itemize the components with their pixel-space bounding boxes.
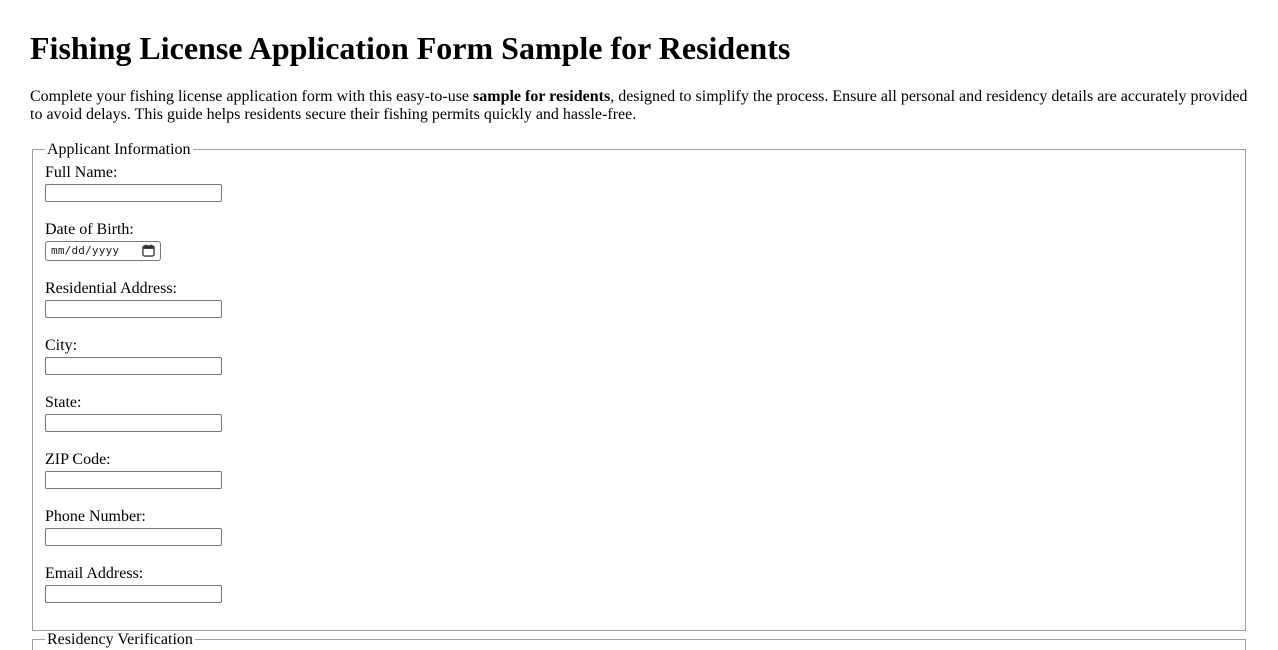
residency-verification-section xyxy=(32,631,1246,650)
residential-address-label: Residential Address: xyxy=(45,279,177,297)
date-of-birth-label: Date of Birth: xyxy=(45,220,134,238)
intro-text-before: Complete your fishing license application form with this easy-to-use xyxy=(30,87,474,105)
page xyxy=(30,30,1248,650)
field-phone-number xyxy=(45,508,1233,546)
residency-verification-legend: Residency Verification xyxy=(47,630,193,648)
calendar-icon[interactable] xyxy=(142,244,155,257)
city-input[interactable] xyxy=(45,357,222,375)
intro-paragraph xyxy=(30,88,1248,125)
applicant-information-section xyxy=(32,141,1246,631)
full-name-input[interactable] xyxy=(45,184,222,202)
city-label: City: xyxy=(45,336,78,354)
intro-text-bold: sample for residents xyxy=(473,87,611,105)
applicant-information-legend: Applicant Information xyxy=(47,140,191,158)
state-input[interactable] xyxy=(45,414,222,432)
field-date-of-birth xyxy=(45,221,1233,261)
phone-number-label: Phone Number: xyxy=(45,507,146,525)
field-full-name xyxy=(45,164,1233,202)
field-state xyxy=(45,394,1233,432)
phone-number-input[interactable] xyxy=(45,528,222,546)
full-name-label: Full Name: xyxy=(45,163,118,181)
field-city xyxy=(45,337,1233,375)
field-email-address xyxy=(45,565,1233,603)
intro-text-after: , designed to simplify the process. Ensure all personal and residency details are accurately provided to avoid delays. This guide helps residents secure their fishing permits quickly and hassle-free. xyxy=(30,87,1248,124)
email-address-label: Email Address: xyxy=(45,564,144,582)
date-of-birth-input[interactable] xyxy=(45,241,161,261)
zip-code-input[interactable] xyxy=(45,471,222,489)
state-label: State: xyxy=(45,393,82,411)
date-placeholder: mm/dd/yyyy xyxy=(51,244,120,258)
zip-code-label: ZIP Code: xyxy=(45,450,111,468)
field-residential-address xyxy=(45,280,1233,318)
residential-address-input[interactable] xyxy=(45,300,222,318)
email-address-input[interactable] xyxy=(45,585,222,603)
page-title: Fishing License Application Form Sample for Residents xyxy=(30,30,791,66)
field-zip-code xyxy=(45,451,1233,489)
